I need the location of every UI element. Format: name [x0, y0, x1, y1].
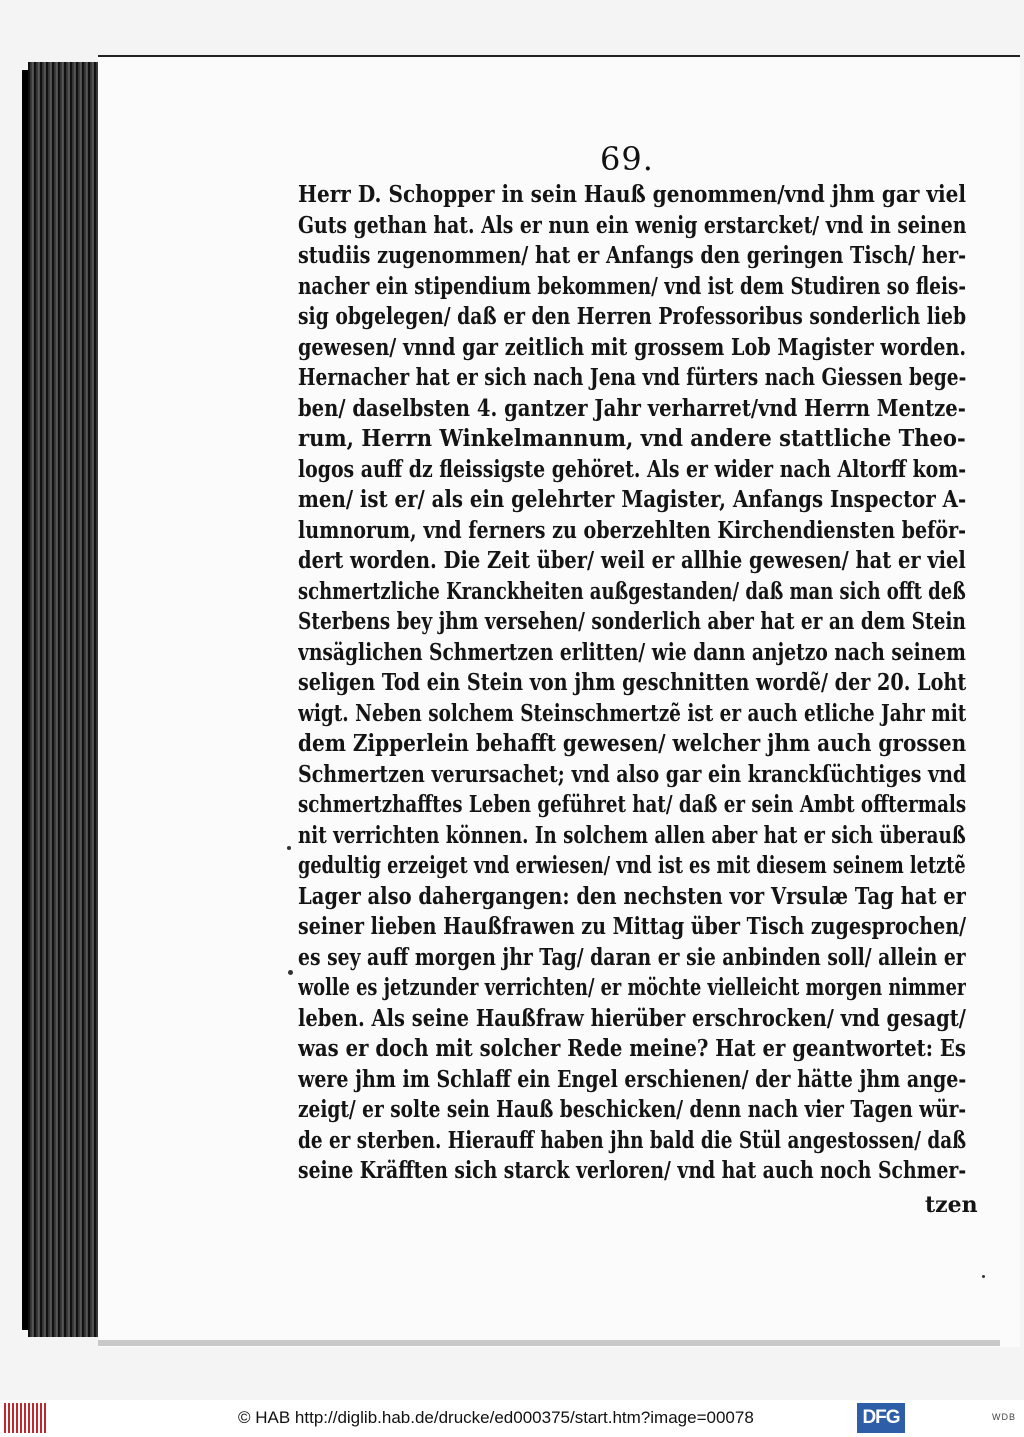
text-line: es sey auff morgen jhr Tag/ daran er sie anbinden soll/ allein er	[298, 943, 966, 971]
text-line: wigt. Neben solchem Steinschmertzẽ ist er auch etliche Jahr mit	[298, 699, 966, 727]
text-line: Herr D. Schopper in sein Hauß genommen/vnd jhm gar viel	[298, 181, 966, 208]
ink-speck	[287, 846, 291, 850]
text-line: Hernacher hat er sich nach Jena vnd fürters nach Giessen bege-	[298, 364, 966, 391]
text-line: schmertzhafftes Leben geführet hat/ daß er sein Ambt offtermals	[298, 791, 966, 818]
ink-speck	[288, 970, 293, 975]
text-line: gewesen/ vnnd gar zeitlich mit grossem Lob Magister worden.	[298, 333, 966, 361]
text-line: sig obgelegen/ daß er den Herren Professoribus sonderlich lieb	[298, 303, 966, 330]
page-bottom-shadow	[98, 1340, 1000, 1346]
text-line: gedultig erzeiget vnd erwiesen/ vnd ist es mit diesem seinem letztẽ	[298, 852, 966, 879]
text-line: Sterbens bey jhm versehen/ sonderlich aber hat er an dem Stein	[298, 608, 966, 635]
text-line: zeigt/ er solte sein Hauß beschicken/ denn nach vier Tagen wür-	[298, 1096, 966, 1123]
hab-logo-icon[interactable]	[4, 1403, 48, 1433]
text-line: seligen Tod ein Stein von jhm geschnitten wordẽ/ der 20. Loht	[298, 669, 966, 696]
ink-speck	[982, 1275, 985, 1278]
text-line: logos auff dz fleissigste gehöret. Als er wider nach Altorff kom-	[298, 455, 966, 483]
page-text-block	[298, 180, 966, 1187]
book-page-edges	[28, 62, 100, 1337]
text-line: rum, Herrn Winkelmannum, vnd andere stattliche Theo-	[298, 425, 966, 452]
wdb-label: WDB	[992, 1412, 1016, 1422]
page-number: 69.	[600, 140, 654, 178]
text-line: schmertzliche Kranckheiten außgestanden/ daß man sich offt deß	[298, 577, 966, 605]
text-line: leben. Als seine Haußfraw hierüber erschrocken/ vnd gesagt/	[298, 1004, 966, 1032]
text-line: Guts gethan hat. Als er nun ein wenig erstarcket/ vnd in seinen	[298, 211, 966, 239]
text-line: ben/ daselbsten 4. gantzer Jahr verharret/vnd Herrn Mentze-	[298, 394, 966, 422]
text-line: were jhm im Schlaff ein Engel erschienen/ der hätte jhm ange-	[298, 1065, 966, 1093]
text-line: dert worden. Die Zeit über/ weil er allhie gewesen/ hat er viel	[298, 547, 966, 574]
dfg-logo-icon[interactable]: DFG	[857, 1403, 905, 1433]
text-line: Schmertzen verursachet; vnd also gar ein kranckſüchtiges vnd	[298, 760, 966, 788]
text-line: men/ ist er/ als ein gelehrter Magister, Anfangs Inspector A-	[298, 486, 966, 513]
viewer-footer	[0, 1400, 1024, 1437]
text-line: lumnorum, vnd ferners zu oberzehlten Kirchendiensten beför-	[298, 516, 966, 544]
text-line: nit verrichten können. In solchem allen aber hat er sich überauß	[298, 821, 966, 849]
text-line: studiis zugenommen/ hat er Anfangs den geringen Tisch/ her-	[298, 242, 966, 269]
text-line: seiner lieben Haußfrawen zu Mittag über Tisch zugesprochen/	[298, 913, 966, 940]
text-line: Lager also dahergangen: den nechsten vor Vrsulæ Tag hat er	[298, 882, 966, 910]
text-line: vnsäglichen Schmertzen erlitten/ wie dann anjetzo nach seinem	[298, 638, 966, 666]
text-line: nacher ein stipendium bekommen/ vnd ist dem Studiren so fleis-	[298, 272, 966, 300]
text-line: seine Kräfften sich starck verloren/ vnd hat auch noch Schmer-	[298, 1157, 966, 1184]
copyright-link[interactable]: © HAB http://diglib.hab.de/drucke/ed000375/start.htm?image=00078	[238, 1408, 754, 1427]
text-line: was er doch mit solcher Rede meine? Hat er geantwortet: Es	[298, 1035, 966, 1062]
text-line: dem Zipperlein behafft gewesen/ welcher jhm auch grossen	[298, 730, 966, 757]
catchword: tzen	[925, 1192, 978, 1218]
text-line: de er sterben. Hierauff haben jhn bald die Stül angestossen/ daß	[298, 1126, 966, 1154]
text-line: wolle es jetzunder verrichten/ er möchte vielleicht morgen nimmer	[298, 974, 966, 1001]
